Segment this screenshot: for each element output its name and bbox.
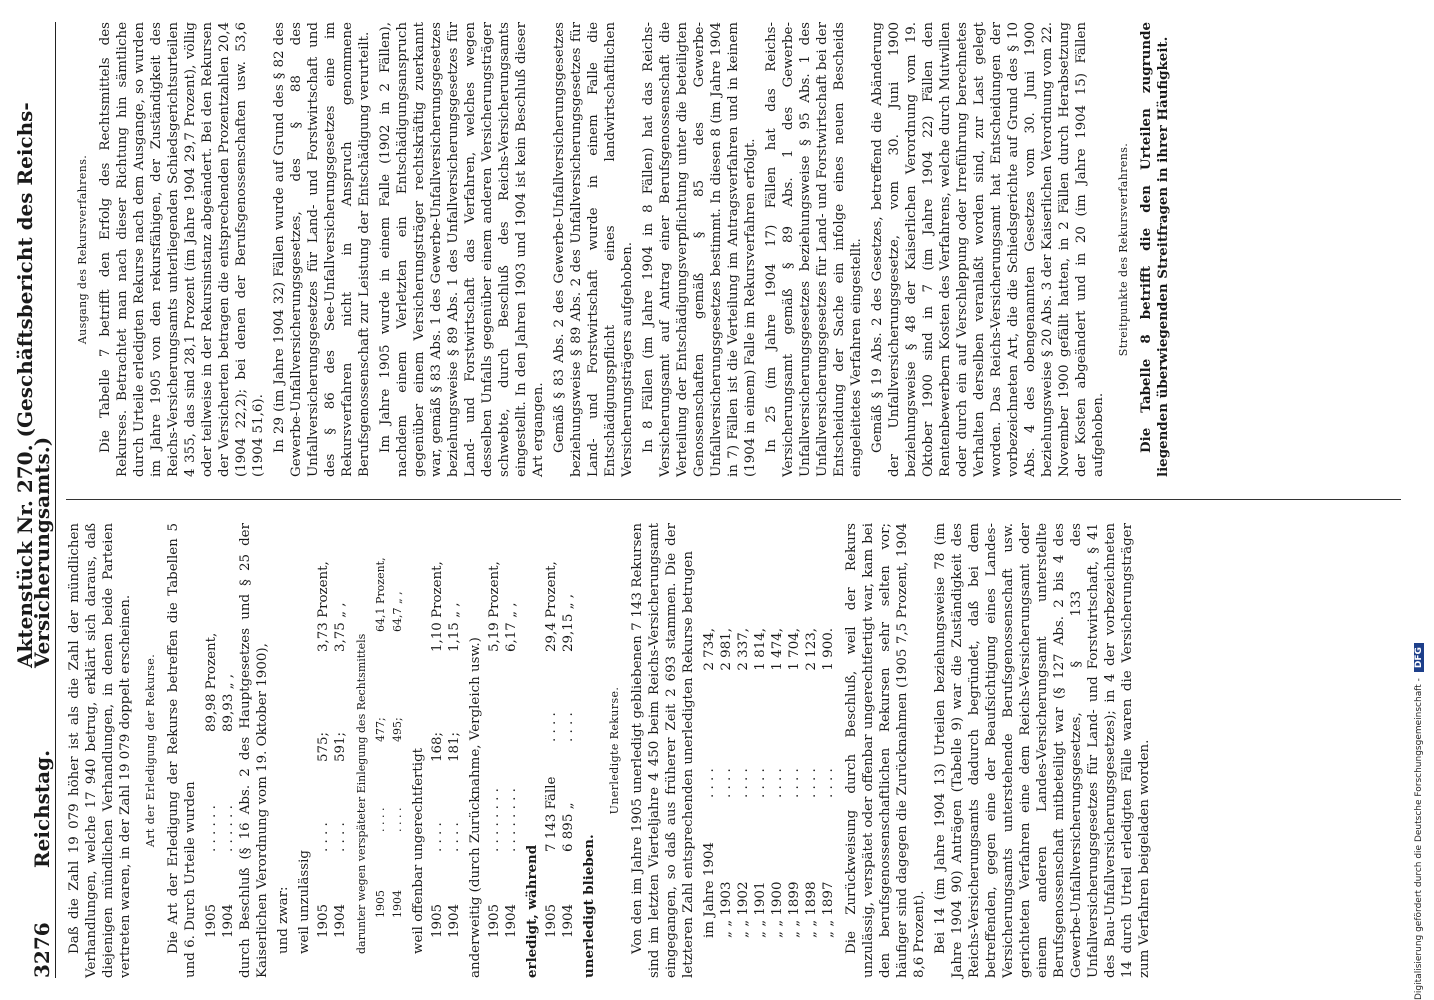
paragraph: Bei 14 (im Jahre 1904 13) Urteilen beziehungsweise 78 (im Jahre 1904 90) Anträgen (Tabelle 9) war die Zuständigkeit des Reichs-Versicherungsamts dadurch begründet, daß bei dem betreffenden, gegen eine der Beaufsichtigung eines Landes-Versicherungsamts unterstehende Berufsgenossenschaft usw. gerichteten Verfahren eine dem Reichs-Versicherungsamt oder einem anderen Landes-Versicherungsamt unterstellte Berufsgenossenschaft mitbeteiligt war (§ 127 Abs. 2 bis 4 des Gewerbe-Unfallversicherungsgesetzes, § 133 des Unfallversicherungsgesetzes für Land- und Forstwirtschaft, § 41 des Bau-Unfallversicherungsgesetzes); in 4 der vorbezeichneten 14 durch Urteil erledigten Fälle waren die Versicherungsträger zum Verfahren beigeladen worden.	[933, 523, 1152, 978]
stat-row: 1904 . . . . 181; 1,15 „ ,	[447, 602, 462, 938]
stat-row: 1905 7 143 Fälle . . . . 29,4 Prozent,	[544, 561, 559, 938]
label: anderweitig (durch Zurücknahme, Vergleich usw.)	[468, 637, 483, 978]
paragraph: Die Art der Erledigung der Rekurse betreffen die Tabellen 5 und 6. Durch Urteile wurden	[166, 523, 198, 978]
stat-row: 1904 . . . . 495; 64,7 „ ,	[391, 591, 404, 918]
page-title: Aktenstück Nr. 270. (Geschäftsbericht des Reichs-Versicherungsamts.)	[13, 102, 54, 668]
digitization-credit	[1414, 0, 1430, 1000]
paragraph: Gemäß § 83 Abs. 2 des Gewerbe-Unfallversicherungsgesetzes beziehungsweise § 89 Abs. 2 des Unfallversicherungsgesetzes für Land- und Forstwirtschaft wurde in einem Falle die Entschädigungspflicht eines landwirtschaftlichen Versicherungsträgers aufgehoben.	[552, 22, 635, 477]
paragraph: Von den im Jahre 1905 unerledigt gebliebenen 7 143 Rekursen sind im letzten Vierteljahre 4 450 beim Reichs-Versicherungsamt eingegangen, so daß aus früherer Zeit 2 693 stammen. Die der letzteren Zahl entsprechenden unerledigten Rekurse betrugen	[630, 523, 696, 978]
label: weil unzulässig	[297, 850, 312, 954]
paragraph: In 25 (im Jahre 1904 17) Fällen hat das Reichs-Versicherungsamt gemäß § 89 Abs. 1 des Gewerbe-Unfallversicherungsgesetzes beziehungsweise § 95 Abs. 1 des Unfallversicherungsgesetzes für Land- und Forstwirtschaft bei der Entscheidung der Sache ein infolge eines neuen Bescheids eingeleitetes Verfahren eingestellt.	[764, 22, 864, 477]
label: erledigt, während	[524, 844, 540, 978]
section-heading: Streitpunkte des Rekursverfahrens.	[1117, 142, 1130, 357]
credit-text: Digitalisierung gefördert durch die Deutsche Forschungsgemeinschaft -	[1414, 678, 1424, 1000]
year-row: „ „ 1903 . . . . 2 981,	[719, 628, 734, 938]
stat-row: 1905 . . . . . . . . 5,19 Prozent,	[487, 561, 502, 938]
paragraph: Die Zurückweisung durch Beschluß, weil der Rekurs unzulässig, verspätet oder offenbar ungerechtfertigt war, kam bei den berufsgenossenschaftlichen Rekursen sehr selten vor; häufiger sind dagegen die Zurücknahmen (1905 7,5 Prozent, 1904 8,6 Prozent).	[844, 523, 927, 978]
section-heading: Ausgang des Rekursverfahrens.	[76, 154, 89, 345]
stat-row: 1904 . . . . . . . . 6,17 „ ,	[504, 602, 519, 938]
paragraph: Gemäß § 19 Abs. 2 des Gesetzes, betreffend die Abänderung der Unfallversicherungsgesetze, vom 30. Juni 1900 beziehungsweise § 48 der Kaiserlichen Verordnung vom 19. Oktober 1900 sind in 7 (im Jahre 1904 22) Fällen den Rentenbewerbern Kosten des Verfahrens, welche durch Mutwillen oder durch ein auf Verschleppung oder Irreführung berechnetes Verhalten derselben veranlaßt worden sind, zur Last gelegt worden. Das Reichs-Versicherungsamt hat Entscheidungen der vorbezeichneten Art, die die Schiedsgerichte auf Grund des § 10 Abs. 4 des obengenannten Gesetzes vom 30. Juni 1900 beziehungsweise § 20 Abs. 3 der Kaiserlichen Verordnung vom 22. November 1900 gefällt hatten, in 2 Fällen durch Herabsetzung der Kosten abgeändert und in 20 (im Jahre 1904 15) Fällen aufgehoben.	[870, 22, 1106, 477]
paragraph: Die Tabelle 8 betrifft die den Urteilen zugrunde liegenden überwiegenden Streitfragen in ihrer Häufigkeit.	[1138, 22, 1171, 477]
stat-row: 1905 . . . . . . 89,98 Prozent,	[204, 632, 219, 938]
label: darunter wegen verspäteter Einlegung des Rechtsmittels	[355, 633, 368, 954]
year-row: „ „ 1901 . . . . 1 814,	[753, 628, 768, 938]
year-row: „ „ 1902 . . . . 2 337,	[736, 628, 751, 938]
stat-row: 1904 . . . . 591; 3,75 „ ,	[333, 602, 348, 938]
label: unerledigt blieben.	[581, 834, 597, 978]
paragraph: Daß die Zahl 19 079 höher ist als die Zahl der mündlichen Verhandlungen, welche 17 940 betrug, erklärt sich daraus, daß diejenigen mündlichen Verhandlungen, in denen beide Parteien vertreten waren, in der Zahl 19 079 doppelt erscheinen.	[67, 523, 133, 978]
paragraph: Die Tabelle 7 betrifft den Erfolg des Rechtsmittels des Rekurses. Betrachtet man nach dieser Richtung hin sämtliche durch Urteile erledigten Rekurse nach dem Ausgange, so wurden im Jahre 1905 von den rekursfähigen, der Zuständigkeit des Reichs-Versicherungsamts unterliegenden Schiedsgerichtsurteilen 4 355, das sind 28,1 Prozent (im Jahre 1904 29,7 Prozent), völlig oder teilweise in der Rekursinstanz abgeändert. Bei den Rekursen der Versicherten betragen die entsprechenden Prozentzahlen 20,4 (1904 22,2); bei denen der Berufsgenossenschaften usw. 53,6 (1904 51,6).	[98, 22, 266, 477]
page-number: 3276	[30, 922, 54, 978]
label: und zwar:	[276, 886, 291, 954]
section-heading: Unerledigte Rekurse.	[608, 686, 621, 815]
paragraph: In 8 Fällen (im Jahre 1904 in 8 Fällen) hat das Reichs-Versicherungsamt auf Antrag einer Berufsgenossenschaft die Verteilung der Entschädigungsverpflichtung unter die beteiligten Genossenschaften gemäß § 85 des Gewerbe-Unfallversicherungsgesetzes bestimmt. In diesen 8 (im Jahre 1904 in 7) Fällen ist die Verteilung im Antragsverfahren und in keinem (1904 in einem) Falle im Rekursverfahren erfolgt.	[641, 22, 758, 477]
stat-row: 1905 . . . . 168; 1,10 Prozent,	[430, 561, 445, 938]
year-row: „ „ 1900 . . . . 1 474,	[770, 628, 785, 938]
year-row: „ „ 1897 . . . . 1 900.	[821, 628, 836, 938]
year-row: im Jahre 1904 . . . . 2 734,	[702, 628, 717, 938]
stat-row: 1904 . . . . . . 89,93 „ ,	[221, 673, 236, 938]
left-column	[66, 523, 1157, 978]
paragraph: durch Beschluß (§ 16 Abs. 2 des Hauptgesetzes und § 25 der Kaiserlichen Verordnung vom 19. Oktober 1900),	[238, 523, 270, 978]
stat-row: 1904 6 895 „ . . . . 29,15 „ ,	[561, 593, 576, 938]
year-row: „ „ 1898 . . . . 2 123,	[804, 628, 819, 938]
paragraph: In 29 (im Jahre 1904 32) Fällen wurde auf Grund des § 82 des Gewerbe-Unfallversicherungsgesetzes, des § 88 des Unfallversicherungsgesetzes für Land- und Forstwirtschaft und des § 86 des See-Unfallversicherungsgesetzes eine im Rekursverfahren nicht in Anspruch genommene Berufsgenossenschaft zur Leistung der Entschädigung verurteilt.	[272, 22, 372, 477]
label: weil offenbar ungerechtfertigt	[411, 747, 426, 954]
document-page	[8, 22, 1413, 978]
right-column	[66, 22, 1176, 477]
section-heading: Art der Erledigung der Rekurse.	[144, 653, 157, 848]
paragraph: Im Jahre 1905 wurde in einem Falle (1902 in 2 Fällen), nachdem einem Verletzten ein Entschädigungsanspruch gegenüber einem Versicherungsträger rechtskräftig zuerkannt war, gemäß § 83 Abs. 1 des Gewerbe-Unfallversicherungsgesetzes beziehungsweise § 89 Abs. 1 des Unfallversicherungsgesetzes für Land- und Forstwirtschaft das Verfahren, welches wegen desselben Unfalls gegenüber einem anderen Versicherungsträger schwebte, durch Beschluß des Reichs-Versicherungsamts eingestellt. In den Jahren 1903 und 1904 ist kein Beschluß dieser Art ergangen.	[378, 22, 546, 477]
stat-row: 1905 . . . . 477; 64,1 Prozent,	[374, 557, 387, 918]
column-divider	[66, 499, 1401, 500]
page-header	[8, 22, 56, 978]
stat-row: 1905 . . . . 575; 3,73 Prozent,	[316, 561, 331, 938]
year-row: „ „ 1899 . . . . 1 704,	[787, 628, 802, 938]
dfg-logo: DFG	[1414, 643, 1424, 672]
header-left: Reichstag.	[30, 749, 54, 868]
